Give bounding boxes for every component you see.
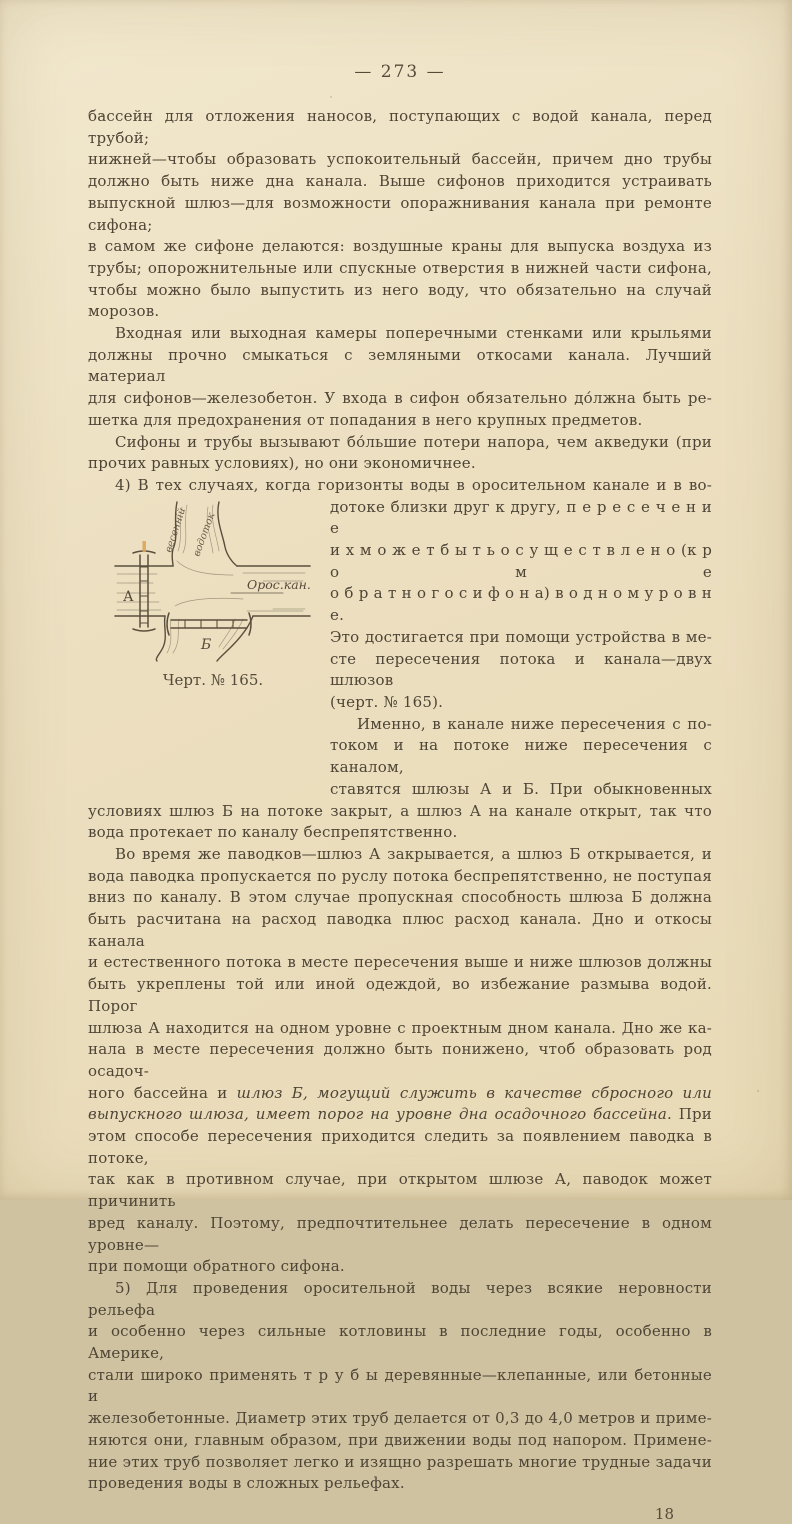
text-line: условиях шлюз Б на потоке закрыт, а шлюз А на канале открыт, так что (88, 801, 712, 820)
text-line: вниз по каналу. В этом случае пропускная способность шлюза Б должна (88, 888, 712, 907)
text-line: этом способе пересечения приходится следить за появлением паводка в потоке, (88, 1127, 712, 1167)
text-line: должны прочно смыкаться с земляными откосами канала. Лучший материал (88, 345, 712, 386)
stream-label-word2: водоток (191, 510, 218, 558)
text-line: дотоке близки друг к другу, п е р е с е ч е н и е (330, 497, 712, 538)
text-line (88, 1104, 712, 1126)
italic-text-run: выпускного шлюза, имеет порог на уровне дна осадочного бассейна. (88, 1105, 672, 1124)
text-line: быть укреплены той или иной одеждой, во избежание размыва водой. Порог (88, 975, 712, 1015)
text-line: шетка для предохранения от попадания в него крупных предметов. (88, 410, 643, 429)
canal-crossing-diagram (113, 501, 313, 663)
text-line: 4) В тех случаях, когда горизонты воды в оросительном канале и в во- (115, 475, 712, 494)
text-line: железобетонные. Диаметр этих труб делается от 0,3 до 4,0 метров и приме- (88, 1409, 712, 1428)
text-line: для сифонов—железобетон. У входа в сифон обязательно до́лжна быть ре- (88, 389, 712, 408)
text-line: ставятся шлюзы А и Б. При обыкновенных (330, 779, 712, 798)
paragraph-block-top (88, 106, 712, 497)
italic-text-run: шлюз Б, могущий служить в качестве сбросного или (236, 1083, 713, 1102)
text-line (88, 1083, 712, 1105)
paragraph-block-bottom (88, 801, 712, 1496)
figure-and-text-row (88, 497, 712, 801)
text-line: шлюза А находится на одном уровне с проектным дном канала. Дно же ка- (88, 1018, 712, 1037)
text-line: нала в месте пересечения должно быть понижено, чтоб образовать род осадоч- (88, 1040, 712, 1080)
page-number: 18 (654, 1505, 674, 1523)
canal-label: Орос.кан. (247, 576, 311, 592)
paper-speck (330, 96, 332, 98)
text-line: Именно, в канале ниже пересечения с по- (357, 714, 712, 733)
stream-label-word1: весеннiй (163, 506, 189, 554)
text-line: и естественного потока в месте пересечения выше и ниже шлюзов должны (88, 953, 712, 972)
text-line: и особенно через сильные котловины в последние годы, особенно в Америке, (88, 1322, 712, 1363)
text-line: ние этих труб позволяет легко и изящно разрешать многие трудные задачи (88, 1452, 712, 1471)
text-line: Это достигается при помощи устройства в ме- (330, 627, 712, 646)
text-run: ного бассейна и (88, 1083, 237, 1102)
text-line: няются они, главным образом, при движении воды под напором. Примене- (88, 1430, 712, 1449)
sluice-a (133, 551, 155, 631)
text-line: чтобы можно было выпустить из него воду, что обязательно на случай морозов. (88, 280, 712, 321)
text-line: сте пересечения потока и канала—двух шлюзов (330, 649, 712, 690)
text-line: вода паводка пропускается по руслу потока беспрепятственно, не поступая (88, 866, 712, 885)
text-line: быть расчитана на расход паводка плюс расход канала. Дно и откосы канала (88, 910, 712, 950)
text-line: вред каналу. Поэтому, предпочтительнее делать пересечение в одном уровне— (88, 1213, 712, 1254)
text-line: и х м о ж е т б ы т ь о с у щ е с т в л е н о (к р о м е (330, 541, 712, 581)
page-header-folio: — 273 — (354, 62, 446, 82)
sluice-a-label: А (123, 588, 134, 605)
text-line: о б р а т н о г о с и ф о н а) в о д н о м у р о в н е. (330, 584, 712, 625)
figure-caption: Черт. № 165. (162, 670, 264, 689)
text-line: выпускной шлюз—для возможности опоражнивания канала при ремонте сифона; (88, 193, 712, 234)
text-line: Во время же паводков—шлюз А закрывается, а шлюз Б открывается, и (115, 844, 712, 863)
text-line: нижней—чтобы образовать успокоительный бассейн, причем дно трубы (88, 150, 712, 169)
text-line: так как в противном случае, при открытом шлюзе А, паводок может причинить (88, 1170, 712, 1211)
text-line: Сифоны и трубы вызывают бо́льшие потери напора, чем акведуки (при (115, 432, 712, 451)
text-line: током и на потоке ниже пересечения с каналом, (330, 736, 712, 777)
page-content (88, 60, 712, 1524)
figure-block (88, 497, 330, 689)
orange-mark (143, 541, 146, 552)
text-run: При (671, 1105, 712, 1124)
text-line: прочих равных условиях), но они экономичнее. (88, 454, 476, 473)
text-line: должно быть ниже дна канала. Выше сифонов приходится устраивать (88, 172, 712, 191)
paragraph-beside-figure (330, 497, 712, 801)
text-line: трубы; опорожнительные или спускные отверстия в нижней части сифона, (88, 258, 712, 277)
text-line: в самом же сифоне делаются: воздушные краны для выпуска воздуха из (88, 237, 712, 256)
text-line: бассейн для отложения наносов, поступающих с водой канала, перед трубой; (88, 107, 712, 147)
text-line: проведения воды в сложных рельефах. (88, 1474, 405, 1493)
text-line: 5) Для проведения оросительной воды через всякие неровности рельефа (88, 1278, 712, 1319)
paper-speck (757, 1090, 759, 1092)
sluice-b-label: Б (201, 636, 212, 653)
paper-speck (101, 114, 104, 117)
sluice-b (167, 613, 251, 635)
text-line: (черт. № 165). (330, 692, 444, 711)
text-line: при помощи обратного сифона. (88, 1257, 345, 1276)
text-line: Входная или выходная камеры поперечными стенками или крыльями (115, 324, 712, 343)
text-line: стали широко применять т р у б ы деревянные—клепанные, или бетонные и (88, 1365, 712, 1406)
text-line: вода протекает по каналу беспрепятственно. (88, 823, 458, 842)
